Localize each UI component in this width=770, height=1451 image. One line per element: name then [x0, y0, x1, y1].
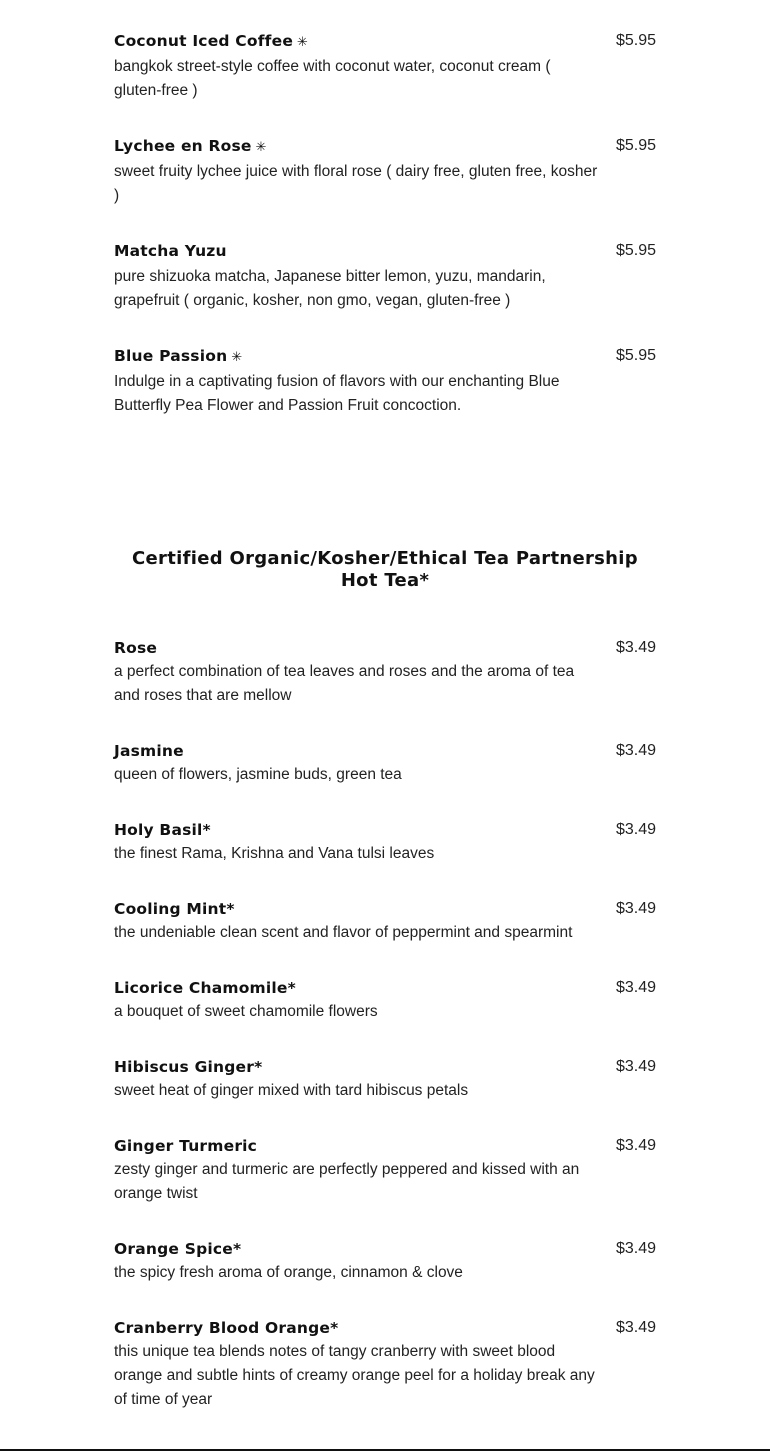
menu-item-body	[114, 1316, 602, 1412]
menu-item-name: Orange Spice*	[114, 1240, 242, 1258]
menu-item	[114, 897, 656, 945]
menu-item-description: a bouquet of sweet chamomile flowers	[114, 1003, 378, 1020]
menu-item-body	[114, 636, 602, 708]
menu-item-description: pure shizuoka matcha, Japanese bitter lemon, yuzu, mandarin, grapefruit ( organic, kosher, non gmo, vegan, gluten-free )	[114, 268, 546, 309]
menu-item-body	[114, 344, 602, 418]
menu-item-body	[114, 1134, 602, 1206]
menu-item-name: Licorice Chamomile*	[114, 979, 296, 997]
menu-item-price: $3.49	[615, 1240, 656, 1257]
menu-item-name: Hibiscus Ginger*	[114, 1058, 263, 1076]
menu-item-body	[114, 29, 602, 103]
menu-item-price: $3.49	[615, 821, 656, 838]
menu-item-name: Lychee en Rose ✳	[114, 137, 267, 155]
menu-item	[114, 1237, 656, 1285]
menu-item	[114, 1134, 656, 1206]
menu-item-description: zesty ginger and turmeric are perfectly peppered and kissed with an orange twist	[114, 1161, 580, 1202]
menu-item	[114, 1055, 656, 1103]
menu-item	[114, 976, 656, 1024]
menu-item-body	[114, 134, 602, 208]
menu-item-body	[114, 976, 602, 1024]
menu-item-description: sweet heat of ginger mixed with tard hibiscus petals	[114, 1082, 469, 1099]
menu-item-description: sweet fruity lychee juice with floral rose ( dairy free, gluten free, kosher )	[114, 163, 598, 204]
menu-item-price: $5.95	[615, 137, 656, 154]
menu-item-price: $3.49	[615, 639, 656, 656]
menu-item-price: $3.49	[615, 742, 656, 759]
menu-item-name: Coconut Iced Coffee ✳	[114, 32, 309, 50]
hot-tea-list	[114, 636, 656, 1443]
cold-drinks-list	[114, 29, 656, 449]
menu-item-price: $3.49	[615, 1137, 656, 1154]
menu-item-name: Rose	[114, 639, 158, 657]
menu-item	[114, 739, 656, 787]
menu-item-body	[114, 239, 602, 313]
menu-item-name: Cooling Mint*	[114, 900, 235, 918]
menu-item	[114, 134, 656, 208]
menu-item-name: Jasmine	[114, 742, 184, 760]
menu-item-description: Indulge in a captivating fusion of flavors with our enchanting Blue Butterfly Pea Flower and Passion Fruit concoction.	[114, 373, 560, 414]
menu-item-price: $3.49	[615, 1319, 656, 1336]
menu-item	[114, 29, 656, 103]
menu-item-body	[114, 739, 602, 787]
menu-item-name: Cranberry Blood Orange*	[114, 1319, 339, 1337]
menu-item	[114, 239, 656, 313]
menu-item-body	[114, 818, 602, 866]
menu-item-name: Blue Passion ✳	[114, 347, 243, 365]
menu-item-price: $5.95	[615, 32, 656, 49]
menu-item-name: Ginger Turmeric	[114, 1137, 258, 1155]
menu-item-price: $5.95	[615, 347, 656, 364]
asterisk-icon: ✳	[297, 35, 309, 50]
menu-item-price: $3.49	[615, 900, 656, 917]
section-heading: Certified Organic/Kosher/Ethical Tea Partnership Hot Tea*	[132, 548, 638, 591]
menu-item-price: $5.95	[615, 242, 656, 259]
menu-item-description: a perfect combination of tea leaves and roses and the aroma of tea and roses that are mellow	[114, 663, 575, 704]
menu-item-body	[114, 897, 602, 945]
menu-item-name: Holy Basil*	[114, 821, 211, 839]
menu-item-description: bangkok street-style coffee with coconut water, coconut cream ( gluten-free )	[114, 58, 551, 99]
menu-item-price: $3.49	[615, 979, 656, 996]
menu-item-description: the finest Rama, Krishna and Vana tulsi leaves	[114, 845, 435, 862]
menu-item-description: queen of flowers, jasmine buds, green tea	[114, 766, 402, 783]
asterisk-icon: ✳	[231, 350, 243, 365]
menu-item	[114, 818, 656, 866]
menu-item-description: the undeniable clean scent and flavor of peppermint and spearmint	[114, 924, 573, 941]
asterisk-icon: ✳	[255, 140, 267, 155]
menu-item-description: the spicy fresh aroma of orange, cinnamon & clove	[114, 1264, 463, 1281]
menu-item-name: Matcha Yuzu	[114, 242, 227, 260]
menu-item	[114, 636, 656, 708]
menu-item	[114, 344, 656, 418]
menu-item-body	[114, 1237, 602, 1285]
menu-item-body	[114, 1055, 602, 1103]
menu-item	[114, 1316, 656, 1412]
menu-item-description: this unique tea blends notes of tangy cranberry with sweet blood orange and subtle hints of creamy orange peel for a holiday break any of time of year	[114, 1343, 595, 1408]
menu-item-price: $3.49	[615, 1058, 656, 1075]
